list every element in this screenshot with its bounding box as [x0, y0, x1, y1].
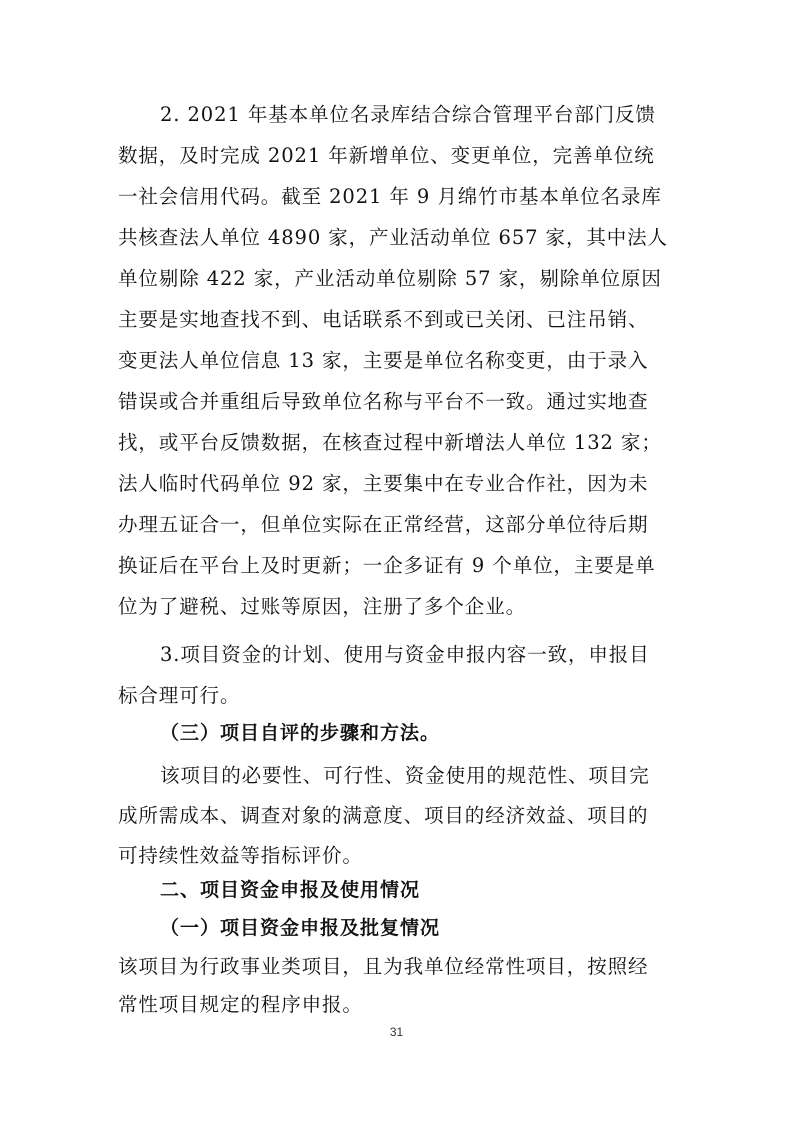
- paragraph-line: 换证后在平台上及时更新；一企多证有 9 个单位，主要是单: [118, 554, 656, 577]
- section-heading: 二、项目资金申报及使用情况: [160, 879, 421, 901]
- paragraph-line: 办理五证合一，但单位实际在正常经营，这部分单位待后期: [118, 513, 649, 536]
- paragraph-line: 位为了避税、过账等原因，注册了多个企业。: [118, 595, 527, 618]
- paragraph-line: 共核查法人单位 4890 家，产业活动单位 657 家，其中法人: [118, 226, 668, 249]
- paragraph-line: 2. 2021 年基本单位名录库结合综合管理平台部门反馈: [160, 103, 656, 126]
- paragraph-line: 标合理可行。: [118, 684, 241, 707]
- section-heading: （三）项目自评的步骤和方法。: [160, 722, 441, 744]
- paragraph-line: 数据，及时完成 2021 年新增单位、变更单位，完善单位统: [118, 144, 655, 167]
- paragraph-line: 3.项目资金的计划、使用与资金申报内容一致，申报目: [160, 643, 650, 666]
- paragraph-line: 成所需成本、调查对象的满意度、项目的经济效益、项目的: [118, 804, 649, 827]
- paragraph-line: 找，或平台反馈数据，在核查过程中新增法人单位 132 家；: [118, 431, 662, 454]
- paragraph-line: 该项目的必要性、可行性、资金使用的规范性、项目完: [160, 764, 650, 787]
- paragraph-line: 主要是实地查找不到、电话联系不到或已关闭、已注吊销、: [118, 308, 649, 331]
- paragraph-line: 常性项目规定的程序申报。: [118, 993, 363, 1016]
- paragraph-line: 单位剔除 422 家，产业活动单位剔除 57 家，剔除单位原因: [118, 267, 662, 290]
- subsection-heading: （一）项目资金申报及批复情况: [160, 917, 441, 939]
- page-number: 31: [389, 1025, 404, 1039]
- paragraph-line: 该项目为行政事业类项目，且为我单位经常性项目，按照经: [118, 955, 649, 978]
- paragraph-line: 一社会信用代码。截至 2021 年 9 月绵竹市基本单位名录库: [118, 185, 662, 208]
- paragraph-line: 法人临时代码单位 92 家，主要集中在专业合作社，因为未: [118, 472, 649, 495]
- paragraph-line: 变更法人单位信息 13 家，主要是单位名称变更，由于录入: [118, 349, 649, 372]
- paragraph-line: 错误或合并重组后导致单位名称与平台不一致。通过实地查: [118, 390, 649, 413]
- paragraph-line: 可持续性效益等指标评价。: [118, 844, 363, 867]
